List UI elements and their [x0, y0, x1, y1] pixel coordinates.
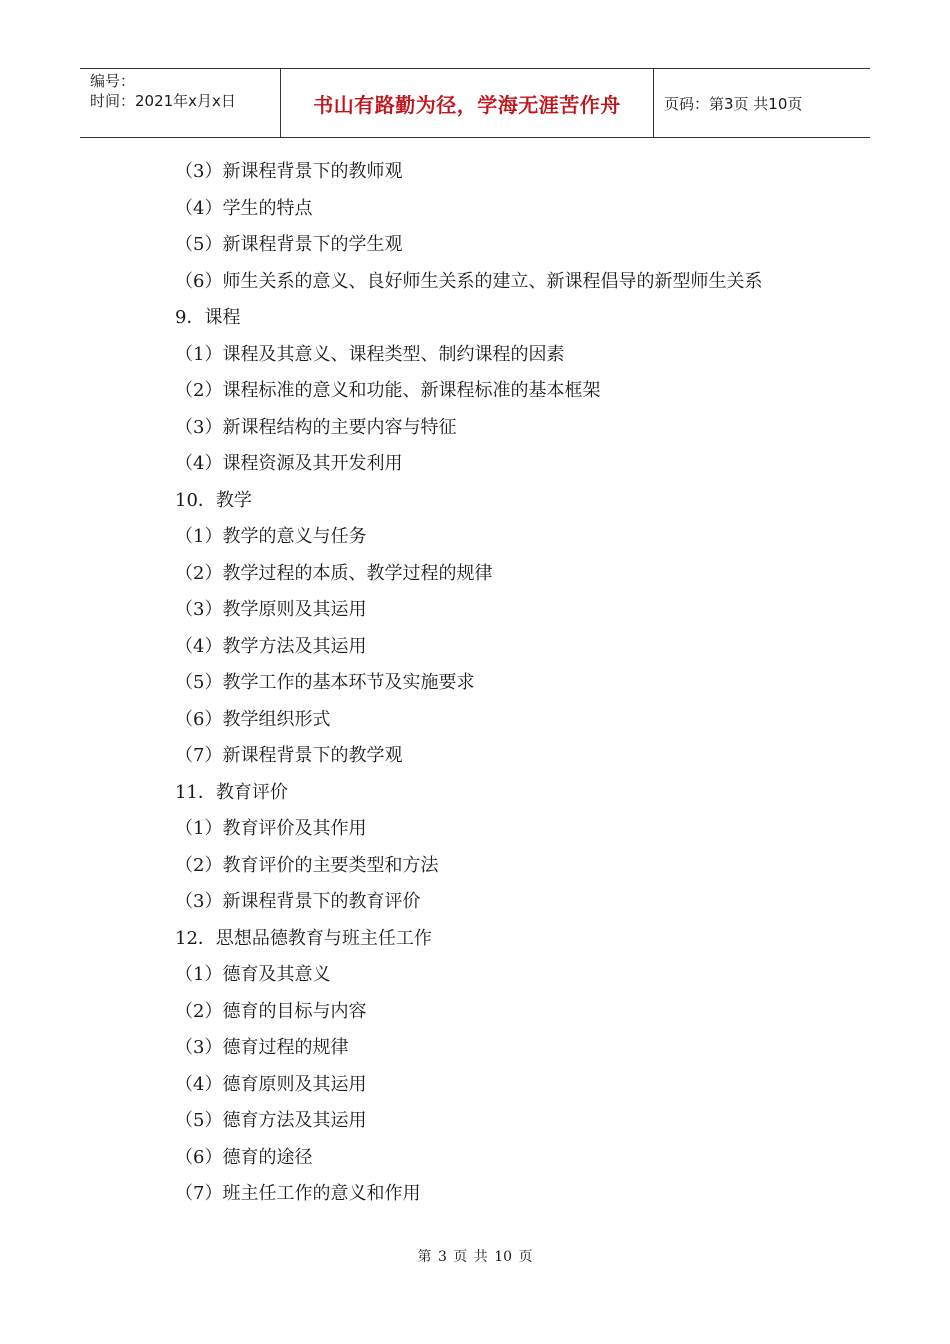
section-heading-courses: 9．课程 — [175, 307, 241, 328]
outline-item: （7）新课程背景下的教学观 — [175, 745, 403, 766]
section-heading-moral-education: 12．思想品德教育与班主任工作 — [175, 927, 432, 949]
outline-item: （5）教学工作的基本环节及实施要求 — [175, 672, 475, 693]
outline-item: （1）德育及其意义 — [175, 964, 331, 985]
document-date: 时间：2021年x月x日 — [90, 92, 236, 110]
outline-item: （7）班主任工作的意义和作用 — [175, 1183, 421, 1204]
outline-item: （4）教学方法及其运用 — [175, 635, 367, 657]
outline-item: （6）德育的途径 — [175, 1146, 313, 1168]
outline-item: （4）德育原则及其运用 — [175, 1073, 367, 1095]
outline-item: （1）教学的意义与任务 — [175, 526, 367, 547]
header-motto-cell — [281, 69, 654, 137]
page-footer: 第 3 页 共 10 页 — [417, 1249, 533, 1265]
outline-item: （6）教学组织形式 — [175, 708, 331, 730]
section-heading-evaluation: 11．教育评价 — [175, 781, 288, 803]
outline-item: （3）教学原则及其运用 — [175, 599, 367, 620]
outline-item: （2）德育的目标与内容 — [175, 1000, 367, 1022]
section-heading-teaching: 10．教学 — [175, 489, 252, 511]
outline-item: （3）德育过程的规律 — [175, 1037, 349, 1058]
header-motto: 书山有路勤为径，学海无涯苦作舟 — [313, 92, 621, 117]
outline-item: （4）学生的特点 — [175, 197, 313, 219]
outline-item: （6）师生关系的意义、良好师生关系的建立、新课程倡导的新型师生关系 — [175, 270, 763, 292]
outline-item: （3）新课程背景下的教师观 — [175, 161, 403, 182]
outline-item: （1）教育评价及其作用 — [175, 818, 367, 839]
header-page-code: 页码：第3页 共10页 — [664, 94, 803, 113]
outline-item: （3）新课程背景下的教育评价 — [175, 891, 421, 912]
header-info-cell — [80, 69, 281, 137]
outline-item: （2）教育评价的主要类型和方法 — [175, 854, 439, 876]
outline-item: （5）新课程背景下的学生观 — [175, 234, 403, 255]
outline-item: （2）课程标准的意义和功能、新课程标准的基本框架 — [175, 380, 601, 401]
outline-item: （4）课程资源及其开发利用 — [175, 453, 403, 474]
outline-item: （1）课程及其意义、课程类型、制约课程的因素 — [175, 343, 565, 365]
outline-item: （3）新课程结构的主要内容与特征 — [175, 416, 457, 438]
document-header — [80, 68, 870, 138]
outline-item: （2）教学过程的本质、教学过程的规律 — [175, 562, 493, 584]
document-body — [175, 154, 875, 1213]
document-number-label: 编号： — [90, 72, 136, 90]
header-page-cell — [654, 69, 870, 137]
outline-item: （5）德育方法及其运用 — [175, 1110, 367, 1131]
